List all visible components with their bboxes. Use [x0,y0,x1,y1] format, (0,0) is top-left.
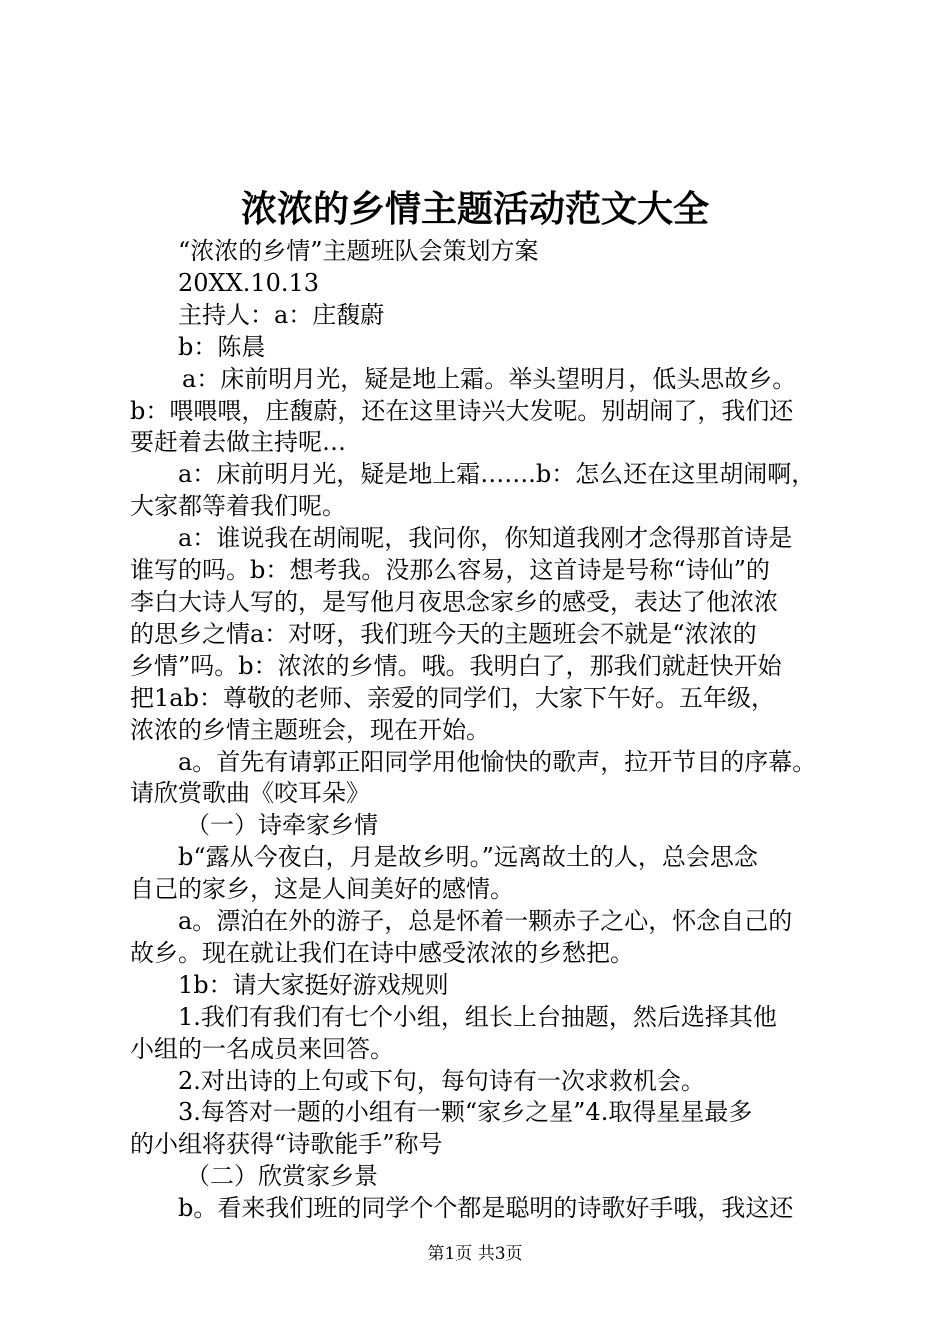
text-line: a：床前明月光，疑是地上霜。举头望明月，低头思故乡。 [182,364,797,393]
text-line: 把1ab：尊敬的老师、亲爱的同学们，大家下午好。五年级， [130,683,775,712]
text-line: （一）诗牵家乡情 [186,811,378,840]
text-line: b。看来我们班的同学个个都是聪明的诗歌好手哦，我这还 [178,1194,794,1223]
text-line: 1b：请大家挺好游戏规则 [178,970,449,999]
text-line: 20XX.10.13 [178,268,320,297]
text-line: 小组的一名成员来回答。 [130,1034,394,1063]
text-line: 的思乡之情a：对呀，我们班今天的主题班会不就是“浓浓的 [130,619,757,648]
text-line: 的小组将获得“诗歌能手”称号 [130,1130,443,1159]
text-line: a。漂泊在外的游子，总是怀着一颗赤子之心，怀念自己的 [178,907,793,936]
text-line: 李白大诗人写的，是写他月夜思念家乡的感受，表达了他浓浓 [130,587,778,616]
text-line: 1.我们有我们有七个小组，组长上台抽题，然后选择其他 [178,1002,777,1031]
text-line: a：谁说我在胡闹呢，我问你，你知道我刚才念得那首诗是 [178,524,793,553]
text-line: 要赶着去做主持呢… [130,428,346,457]
document-body [130,236,840,1225]
text-line: “浓浓的乡情”主题班队会策划方案 [178,237,539,265]
page-number-footer: 第1页 共3页 [427,1244,523,1264]
text-line: b“露从今夜白，月是故乡明。”远离故土的人，总会思念 [178,843,758,872]
text-line: a：床前明月光，疑是地上霜…….b：怎么还在这里胡闹啊， [178,460,816,489]
text-line: 谁写的吗。b：想考我。没那么容易，这首诗是号称“诗仙”的 [130,556,770,585]
text-line: （二）欣赏家乡景 [186,1162,378,1191]
text-line: 乡情”吗。b：浓浓的乡情。哦。我明白了，那我们就赶快开始 [130,651,782,680]
text-line: 浓浓的乡情主题班会，现在开始。 [130,715,490,744]
text-line: 2.对出诗的上句或下句，每句诗有一次求救机会。 [178,1066,705,1095]
text-line: 3.每答对一题的小组有一颗“家乡之星”4.取得星星最多 [178,1098,753,1127]
text-line: 主持人：a：庄馥蔚 [178,300,385,329]
text-line: 故乡。现在就让我们在诗中感受浓浓的乡愁把。 [130,938,634,967]
text-line: 大家都等着我们呢。 [130,492,346,521]
text-line: a。首先有请郭正阳同学用他愉快的歌声，拉开节目的序幕。 [178,747,817,776]
text-line: 请欣赏歌曲《咬耳朵》 [130,779,370,808]
text-line: b：喂喂喂，庄馥蔚，还在这里诗兴大发呢。别胡闹了，我们还 [130,396,794,425]
text-line: 自己的家乡，这是人间美好的感情。 [130,875,514,904]
page-title: 浓浓的乡情主题活动范文大全 [240,188,709,230]
text-line: b：陈晨 [178,332,266,361]
